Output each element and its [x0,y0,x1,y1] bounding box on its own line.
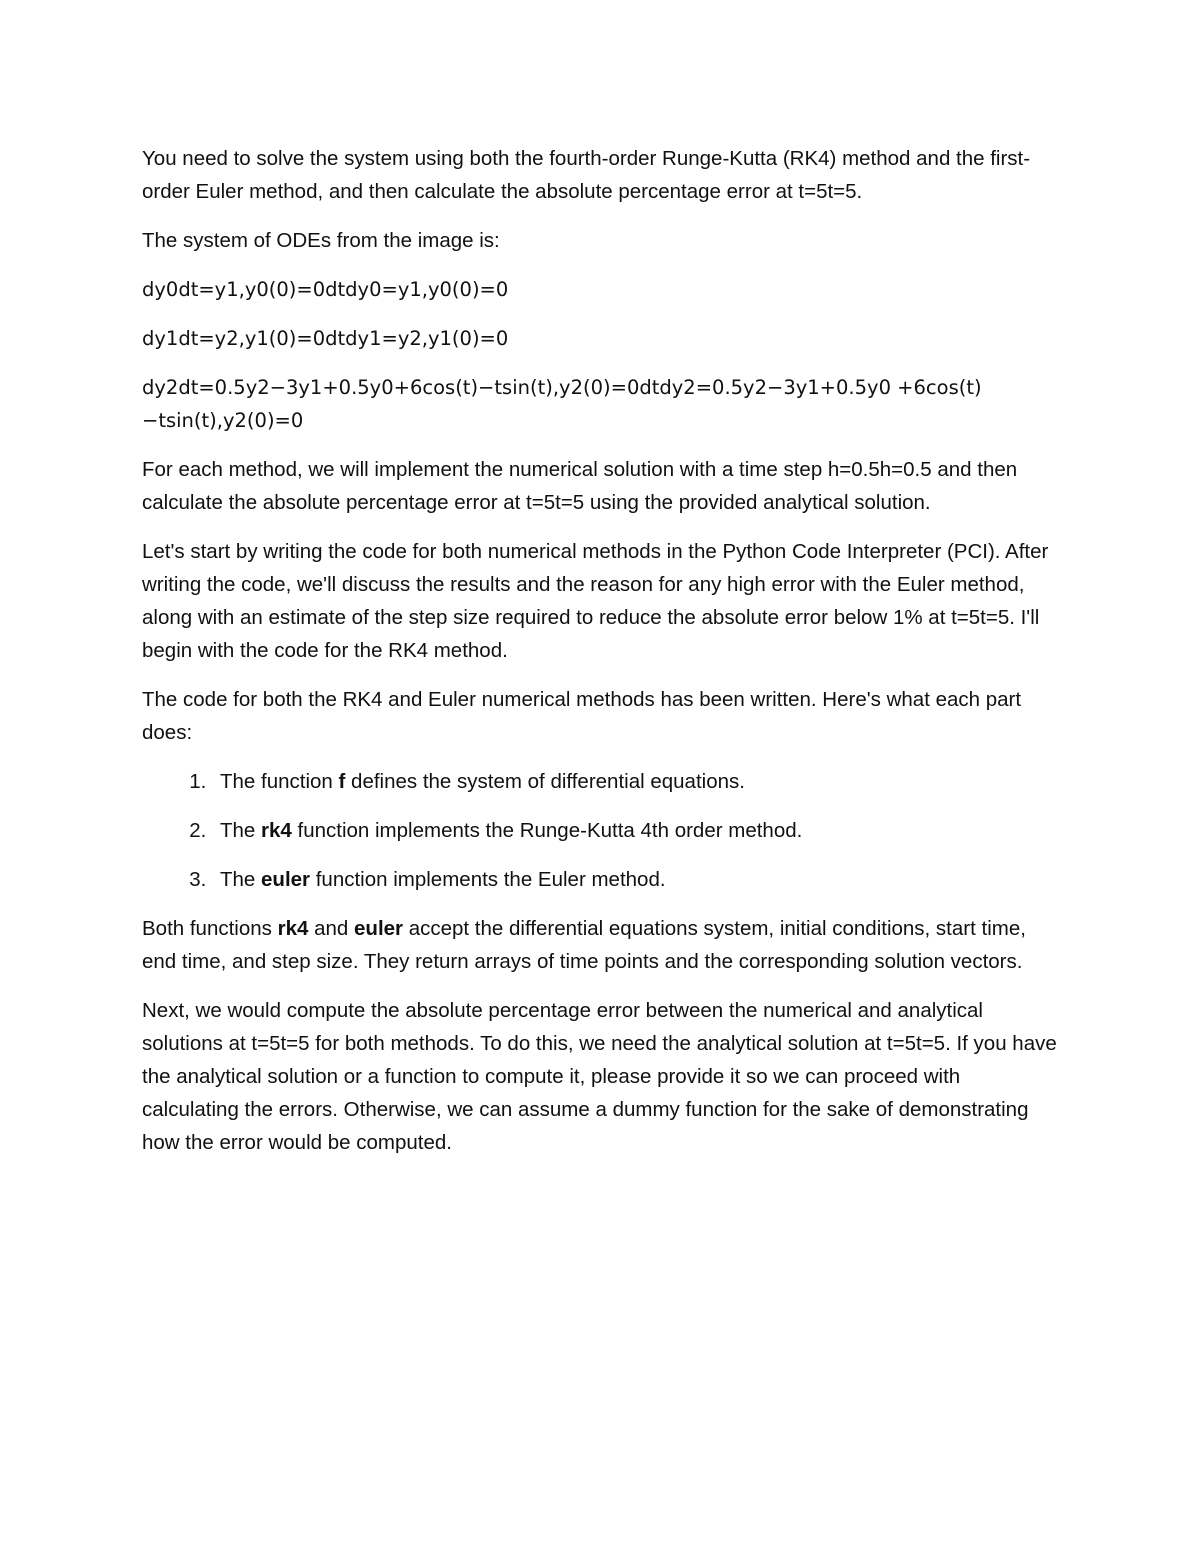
method-intro-paragraph: For each method, we will implement the numerical solution with a time step h=0.5h=0.5 and then calculate the absolute percentage error at t=5t=5 using the provided analytical solution. [142,458,1018,514]
equation-y1: dy1dt=y2,y1(0)=0dtdy1=y2,y1(0)=0 [142,327,509,350]
equation-y2: dy2dt=0.5y2−3y1+0.5y0+6cos⁡(t)−tsin⁡(t),y2(0)=0dtdy2=0.5y2−3y1+0.5y0 +6cos(t)−tsin(t),y2(0)=0 [142,376,982,432]
system-label: The system of ODEs from the image is: [142,229,500,252]
function-list [142,765,1060,896]
intro-paragraph: You need to solve the system using both the fourth-order Runge-Kutta (RK4) method and the first-order Euler method, and then calculate the absolute percentage error at t=5t=5. [142,147,1031,203]
equation-y0: dy0dt=y1,y0(0)=0dtdy0=y1,y0(0)=0 [142,278,509,301]
next-step-paragraph: Next, we would compute the absolute percentage error between the numerical and analytical solutions at t=5t=5 for both methods. To do this, we need the analytical solution at t=5t=5. If you have the analytical solution or a function to compute it, please provide it so we can proceed with calculating the errors. Otherwise, we can assume a dummy function for the sake of demonstrating how the error would be computed. [142,999,1057,1154]
code-written-paragraph: The code for both the RK4 and Euler numerical methods has been written. Here's what each part does: [142,688,1022,744]
list-item: 1. The function f defines the system of differential equations. [212,765,1060,798]
plan-paragraph: Let's start by writing the code for both numerical methods in the Python Code Interpreter (PCI). After writing the code, we'll discuss the results and the reason for any high error with the Euler method, along with an estimate of the step size required to reduce the absolute error below 1% at t=5t=5. I'll begin with the code for the RK4 method. [142,540,1049,662]
list-item: 3. The euler function implements the Euler method. [212,863,1060,896]
functions-accept-paragraph: Both functions rk4 and euler accept the differential equations system, initial conditions, start time, end time, and step size. They return arrays of time points and the corresponding solution vectors. [142,917,1026,973]
list-item: 2. The rk4 function implements the Runge-Kutta 4th order method. [212,814,1060,847]
